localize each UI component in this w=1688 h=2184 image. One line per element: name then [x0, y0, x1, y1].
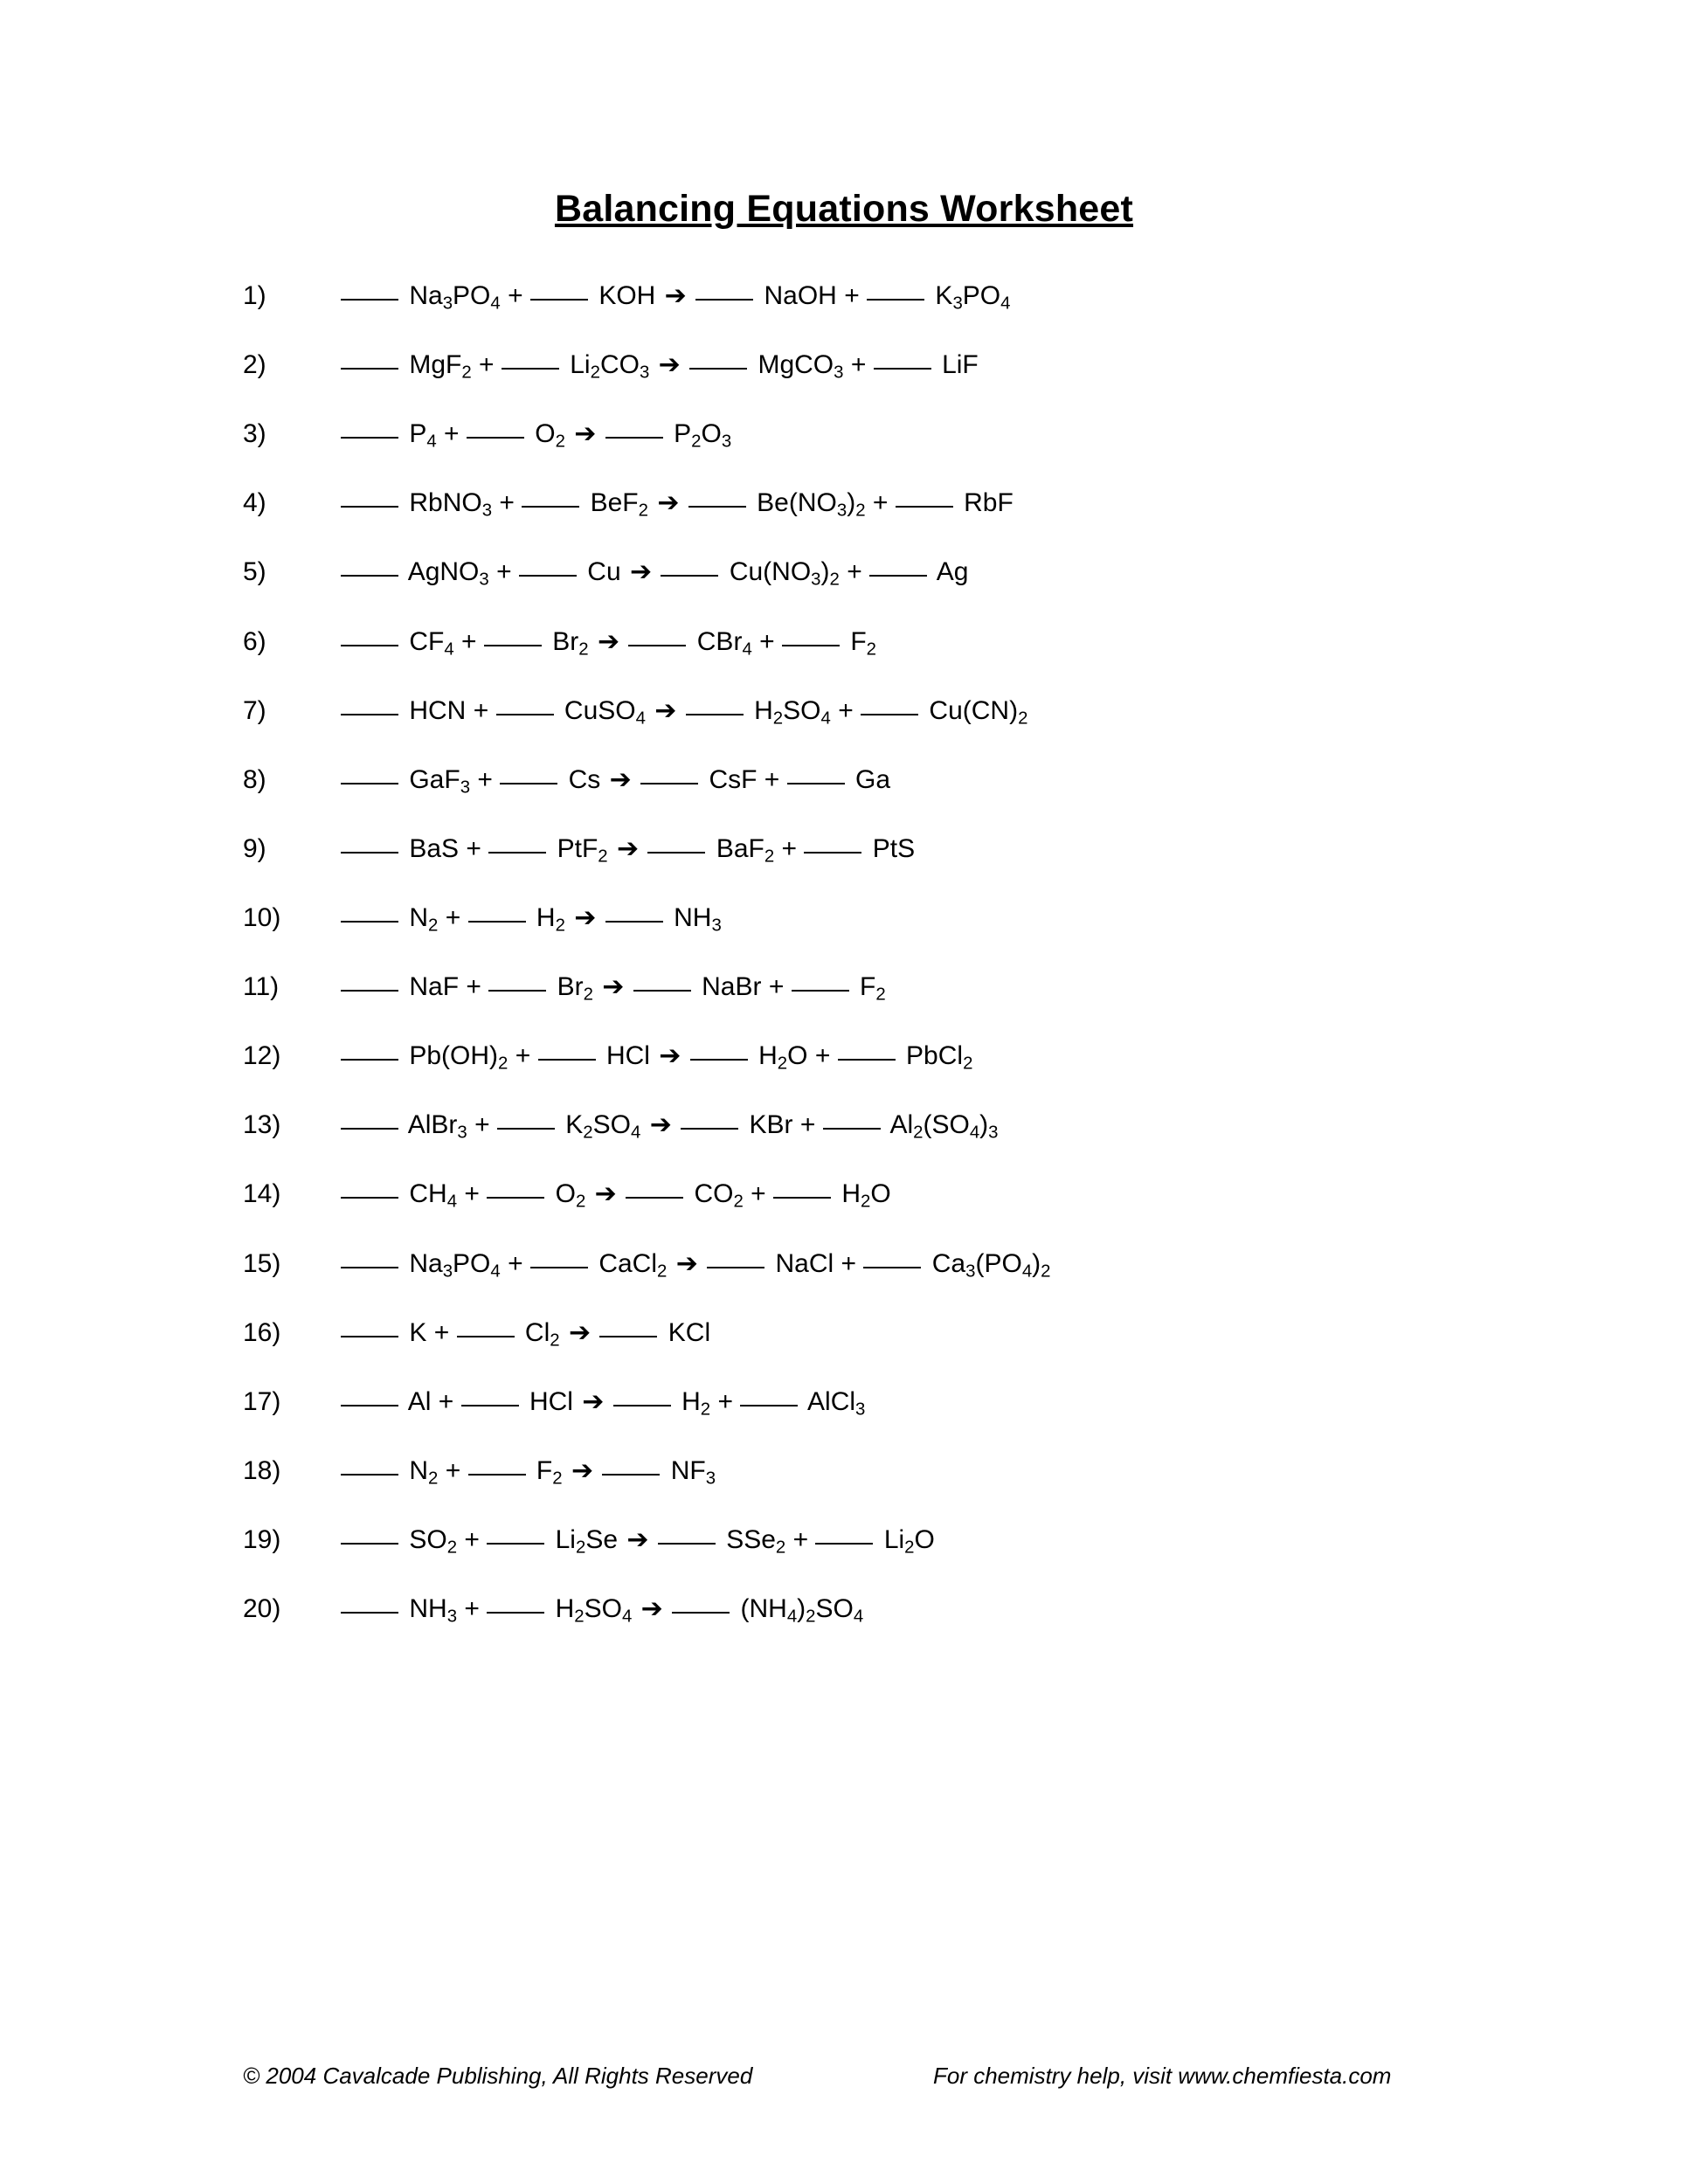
yields-arrow: ➔: [658, 349, 681, 381]
coefficient-blank[interactable]: [823, 1128, 881, 1130]
species: AlCl$_3$: [807, 1386, 866, 1420]
species: HCl: [605, 1041, 650, 1071]
coefficient-blank[interactable]: [467, 437, 524, 439]
coefficient-blank[interactable]: [661, 575, 718, 577]
problem-row: [243, 833, 1583, 867]
species: AlBr$_3$: [407, 1110, 467, 1144]
problem-number: 17): [243, 1386, 281, 1416]
coefficient-blank[interactable]: [341, 921, 398, 923]
equation: [341, 349, 979, 383]
coefficient-blank[interactable]: [626, 1197, 683, 1199]
yields-arrow: ➔: [626, 1524, 649, 1555]
equation: [341, 1455, 716, 1489]
plus-sign: +: [799, 1110, 816, 1140]
coefficient-blank[interactable]: [874, 368, 931, 370]
species: $Cu(NO_3)_2$: [729, 557, 840, 591]
equation: [341, 487, 1013, 522]
coefficient-blank[interactable]: [487, 1197, 544, 1199]
problem-row: [243, 1455, 1583, 1489]
coefficient-blank[interactable]: [341, 783, 398, 784]
species: BaF$_2$: [716, 833, 775, 867]
species: $K_2SO_4$: [565, 1110, 641, 1144]
species: $Na_3PO_4$: [409, 1248, 501, 1282]
coefficient-blank[interactable]: [341, 575, 398, 577]
species: $Li_2Se$: [555, 1524, 619, 1558]
coefficient-blank[interactable]: [341, 1197, 398, 1199]
species: RbNO$_3$: [409, 488, 493, 522]
plus-sign: +: [508, 281, 523, 310]
plus-sign: +: [792, 1524, 809, 1554]
yields-arrow: ➔: [574, 902, 597, 933]
problem-number: 10): [243, 902, 281, 932]
species: Al: [407, 1386, 432, 1416]
species: PbCl$_2$: [906, 1041, 973, 1074]
problem-number: 20): [243, 1594, 281, 1624]
problem-number: 13): [243, 1110, 281, 1140]
plus-sign: +: [872, 488, 889, 518]
species: Cs: [568, 764, 601, 794]
species: $NH_3$: [674, 902, 722, 936]
plus-sign: +: [768, 972, 785, 1002]
yields-arrow: ➔: [664, 280, 687, 311]
coefficient-blank[interactable]: [688, 506, 746, 508]
equation: [341, 556, 969, 591]
problem-number: 6): [243, 626, 266, 656]
yields-arrow: ➔: [574, 418, 597, 450]
equation: [341, 1248, 1051, 1282]
yields-arrow: ➔: [649, 1109, 672, 1141]
coefficient-blank[interactable]: [341, 645, 398, 646]
footer-copyright: © 2004 Cavalcade Publishing, All Rights Reserved: [243, 2063, 753, 2089]
species: $NF_3$: [670, 1455, 716, 1489]
species: $Na_3PO_4$: [409, 281, 501, 314]
yields-arrow: ➔: [609, 764, 632, 795]
coefficient-blank[interactable]: [815, 1543, 873, 1545]
problem-number: 7): [243, 695, 266, 725]
plus-sign: +: [438, 1386, 454, 1416]
problem-row: [243, 1593, 1583, 1627]
species: Cu: [587, 557, 621, 587]
problem-number: 8): [243, 764, 266, 794]
coefficient-blank[interactable]: [869, 575, 927, 577]
coefficient-blank[interactable]: [740, 1405, 798, 1406]
equation: [341, 1178, 891, 1213]
equation: [341, 280, 1011, 314]
species: $P_4$: [409, 419, 437, 452]
problem-number: 12): [243, 1041, 281, 1071]
plus-sign: +: [479, 350, 495, 380]
species: $F_2$: [860, 972, 886, 1005]
coefficient-blank[interactable]: [787, 783, 845, 784]
coefficient-blank[interactable]: [861, 714, 918, 715]
coefficient-blank[interactable]: [341, 1543, 398, 1545]
plus-sign: +: [473, 695, 489, 725]
coefficient-blank[interactable]: [341, 1405, 398, 1406]
coefficient-blank[interactable]: [658, 1543, 716, 1545]
plus-sign: +: [759, 626, 775, 656]
yields-arrow: ➔: [675, 1248, 698, 1279]
coefficient-blank[interactable]: [686, 714, 744, 715]
species: Ag: [936, 557, 969, 587]
species: CuSO$_4$: [564, 695, 646, 729]
equation: [341, 833, 916, 867]
species: $N_2$: [409, 1455, 439, 1489]
species: $CH_4$: [409, 1179, 458, 1213]
plus-sign: +: [751, 1179, 766, 1209]
species: $O_2$: [555, 1179, 586, 1213]
plus-sign: +: [433, 1317, 450, 1347]
equation: [341, 1109, 999, 1144]
species: $Li_2O$: [883, 1524, 935, 1558]
coefficient-blank[interactable]: [695, 299, 753, 301]
species: $F_2$: [536, 1455, 563, 1489]
coefficient-blank[interactable]: [341, 1474, 398, 1476]
problem-row: [243, 625, 1583, 660]
coefficient-blank[interactable]: [628, 645, 686, 646]
problem-row: [243, 1040, 1583, 1074]
plus-sign: +: [445, 1455, 461, 1485]
problem-number: 18): [243, 1455, 281, 1485]
plus-sign: +: [764, 764, 780, 794]
equation: [341, 695, 1028, 729]
species: SSe$_2$: [726, 1524, 786, 1558]
species: $H_2$: [536, 902, 565, 936]
problem-row: [243, 902, 1583, 936]
problem-row: [243, 1178, 1583, 1213]
yields-arrow: ➔: [657, 487, 680, 519]
coefficient-blank[interactable]: [538, 1059, 596, 1061]
coefficient-blank[interactable]: [341, 1336, 398, 1337]
plus-sign: +: [838, 695, 854, 725]
problem-row: [243, 418, 1583, 452]
problem-row: [243, 280, 1583, 314]
coefficient-blank[interactable]: [522, 506, 579, 508]
plus-sign: +: [717, 1386, 733, 1416]
plus-sign: +: [850, 350, 867, 380]
yields-arrow: ➔: [602, 971, 625, 1003]
species: NaOH: [764, 281, 837, 310]
plus-sign: +: [474, 1110, 490, 1140]
coefficient-blank[interactable]: [681, 1128, 738, 1130]
plus-sign: +: [844, 281, 860, 310]
coefficient-blank[interactable]: [341, 299, 398, 301]
species: KCl: [668, 1317, 711, 1347]
coefficient-blank[interactable]: [468, 921, 526, 923]
species: $H_2SO_4$: [555, 1594, 633, 1627]
coefficient-blank[interactable]: [468, 1474, 526, 1476]
plus-sign: +: [515, 1041, 531, 1071]
species: BaS: [409, 833, 460, 863]
coefficient-blank[interactable]: [672, 1612, 730, 1614]
problem-number: 1): [243, 281, 266, 310]
plus-sign: +: [466, 833, 481, 863]
species: BeF$_2$: [590, 488, 648, 522]
problem-number: 4): [243, 488, 266, 518]
coefficient-blank[interactable]: [804, 852, 861, 854]
problem-number: 3): [243, 419, 266, 449]
coefficient-blank[interactable]: [782, 645, 840, 646]
plus-sign: +: [496, 557, 512, 587]
problem-row: [243, 349, 1583, 383]
equation: [341, 1524, 935, 1558]
species: $CF_4$: [409, 626, 454, 660]
species: $Al_2(SO_4)_3$: [889, 1110, 999, 1144]
coefficient-blank[interactable]: [605, 437, 663, 439]
problem-row: [243, 1248, 1583, 1282]
problem-row: [243, 971, 1583, 1005]
yields-arrow: ➔: [568, 1317, 591, 1348]
coefficient-blank[interactable]: [341, 990, 398, 992]
coefficient-blank[interactable]: [602, 1474, 660, 1476]
coefficient-blank[interactable]: [640, 783, 698, 784]
species: $K_3PO_4$: [935, 281, 1011, 314]
coefficient-blank[interactable]: [487, 1543, 544, 1545]
equation: [341, 625, 877, 660]
problem-number: 19): [243, 1524, 281, 1554]
yields-arrow: ➔: [597, 625, 620, 657]
coefficient-blank[interactable]: [341, 368, 398, 370]
species: CaCl$_2$: [598, 1248, 668, 1282]
coefficient-blank[interactable]: [457, 1336, 515, 1337]
problem-row: [243, 556, 1583, 591]
species: $Li_2CO_3$: [570, 350, 650, 383]
equation: [341, 971, 886, 1005]
species: $SO_2$: [409, 1524, 458, 1558]
problem-row: [243, 695, 1583, 729]
species: $Be(NO_3)_2$: [757, 488, 866, 522]
plus-sign: +: [841, 1248, 857, 1278]
species: $F_2$: [850, 626, 877, 660]
coefficient-blank[interactable]: [896, 506, 953, 508]
coefficient-blank[interactable]: [341, 506, 398, 508]
coefficient-blank[interactable]: [341, 1612, 398, 1614]
equation: [341, 418, 732, 452]
coefficient-blank[interactable]: [605, 921, 663, 923]
species: $NH_3$: [409, 1594, 458, 1627]
coefficient-blank[interactable]: [341, 1059, 398, 1061]
species: PtF$_2$: [557, 833, 608, 867]
species: $H_2O$: [841, 1179, 891, 1213]
species: $O_2$: [535, 419, 565, 452]
coefficient-blank[interactable]: [341, 852, 398, 854]
coefficient-blank[interactable]: [341, 1267, 398, 1268]
problem-number: 11): [243, 972, 280, 1002]
species: CsF: [709, 764, 758, 794]
species: NaCl: [775, 1248, 834, 1278]
species: HCN: [409, 695, 467, 725]
species: K: [409, 1317, 427, 1347]
plus-sign: +: [464, 1524, 480, 1554]
problem-number: 9): [243, 833, 266, 863]
problem-number: 2): [243, 350, 266, 380]
species: NaF: [409, 972, 460, 1002]
coefficient-blank[interactable]: [530, 299, 588, 301]
plus-sign: +: [464, 1594, 480, 1624]
species: MgF$_2$: [409, 350, 472, 383]
species: $Ca_3(PO_4)_2$: [931, 1248, 1051, 1282]
yields-arrow: ➔: [630, 556, 653, 588]
coefficient-blank[interactable]: [341, 714, 398, 715]
problem-number: 5): [243, 557, 266, 587]
yields-arrow: ➔: [594, 1178, 617, 1210]
equation: [341, 764, 891, 798]
page-title: Balancing Equations Worksheet: [554, 188, 1134, 230]
species: $H_2O$: [758, 1041, 808, 1074]
problem-row: [243, 1524, 1583, 1558]
coefficient-blank[interactable]: [461, 1405, 519, 1406]
plus-sign: +: [445, 902, 461, 932]
coefficient-blank[interactable]: [519, 575, 577, 577]
problem-row: [243, 1317, 1583, 1351]
equation: [341, 1593, 864, 1627]
species: $Br_2$: [552, 626, 589, 660]
problem-row: [243, 1109, 1583, 1144]
equation: [341, 1386, 866, 1420]
species: $Cu(CN)_2$: [929, 695, 1028, 729]
coefficient-blank[interactable]: [863, 1267, 921, 1268]
coefficient-blank[interactable]: [613, 1405, 671, 1406]
coefficient-blank[interactable]: [488, 990, 546, 992]
coefficient-blank[interactable]: [488, 852, 546, 854]
coefficient-blank[interactable]: [502, 368, 559, 370]
equation: [341, 1317, 711, 1351]
coefficient-blank[interactable]: [341, 437, 398, 439]
species: KOH: [598, 281, 656, 310]
coefficient-blank[interactable]: [496, 714, 554, 715]
species: $(NH_4)_2SO_4$: [740, 1594, 864, 1627]
yields-arrow: ➔: [654, 695, 677, 726]
species: KBr: [749, 1110, 793, 1140]
species: $N_2$: [409, 902, 439, 936]
species: AgNO$_3$: [407, 557, 489, 591]
coefficient-blank[interactable]: [341, 1128, 398, 1130]
footer-help-text: For chemistry help, visit www.chemfiesta.com: [933, 2063, 1392, 2089]
coefficient-blank[interactable]: [773, 1197, 831, 1199]
species: PtS: [872, 833, 916, 863]
equation: [341, 902, 722, 936]
problem-row: [243, 487, 1583, 522]
equation: [341, 1040, 973, 1074]
coefficient-blank[interactable]: [530, 1267, 588, 1268]
coefficient-blank[interactable]: [838, 1059, 896, 1061]
coefficient-blank[interactable]: [647, 852, 705, 854]
plus-sign: +: [464, 1179, 480, 1209]
coefficient-blank[interactable]: [690, 1059, 748, 1061]
coefficient-blank[interactable]: [689, 368, 747, 370]
species: Ga: [855, 764, 891, 794]
page-footer: [0, 2063, 1688, 2090]
coefficient-blank[interactable]: [500, 783, 557, 784]
species: $Pb(OH)_2$: [409, 1041, 508, 1074]
coefficient-blank[interactable]: [599, 1336, 657, 1337]
yields-arrow: ➔: [582, 1386, 605, 1417]
plus-sign: +: [466, 972, 481, 1002]
problem-list: [0, 280, 1688, 1627]
species: HCl: [529, 1386, 573, 1416]
plus-sign: +: [508, 1248, 523, 1278]
species: LiF: [942, 350, 979, 380]
plus-sign: +: [461, 626, 477, 656]
coefficient-blank[interactable]: [633, 990, 691, 992]
species: $H_2$: [681, 1386, 711, 1420]
problem-number: 16): [243, 1317, 281, 1347]
species: $CO_2$: [694, 1179, 744, 1213]
yields-arrow: ➔: [571, 1455, 594, 1486]
problem-row: [243, 1386, 1583, 1420]
species: NaBr: [702, 972, 762, 1002]
yields-arrow: ➔: [616, 833, 640, 864]
coefficient-blank[interactable]: [707, 1267, 764, 1268]
problem-number: 15): [243, 1248, 281, 1278]
problem-number: 14): [243, 1179, 281, 1209]
coefficient-blank[interactable]: [484, 645, 542, 646]
coefficient-blank[interactable]: [867, 299, 924, 301]
plus-sign: +: [847, 557, 862, 587]
yields-arrow: ➔: [640, 1593, 663, 1625]
plus-sign: +: [477, 764, 493, 794]
species: $Cl_2$: [524, 1317, 560, 1351]
coefficient-blank[interactable]: [497, 1128, 555, 1130]
species: $Br_2$: [557, 972, 593, 1005]
species: RbF: [964, 488, 1013, 518]
plus-sign: +: [444, 419, 460, 449]
species: GaF$_3$: [409, 764, 471, 798]
species: CBr$_4$: [696, 626, 752, 660]
plus-sign: +: [814, 1041, 831, 1071]
species: $P_2O_3$: [674, 419, 732, 452]
problem-row: [243, 764, 1583, 798]
species: MgCO$_3$: [758, 350, 844, 383]
yields-arrow: ➔: [659, 1040, 681, 1072]
species: $H_2SO_4$: [754, 695, 831, 729]
plus-sign: +: [781, 833, 798, 863]
coefficient-blank[interactable]: [792, 990, 849, 992]
coefficient-blank[interactable]: [487, 1612, 544, 1614]
plus-sign: +: [499, 488, 515, 518]
